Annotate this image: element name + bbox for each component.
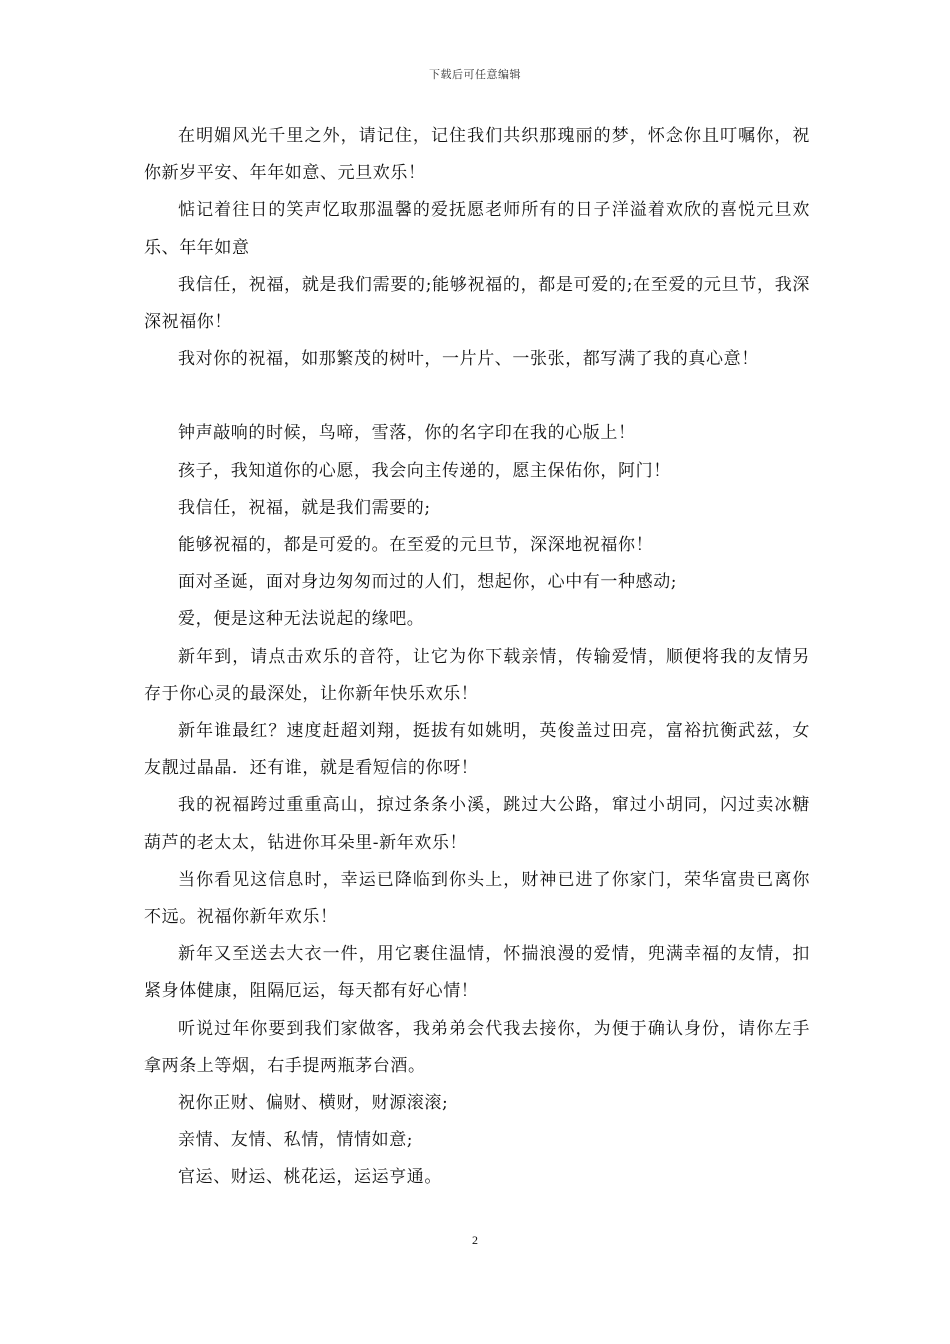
paragraph: 爱，便是这种无法说起的缘吧。 xyxy=(178,609,425,630)
paragraph: 我的祝福跨过重重高山，掠过条条小溪，跳过大公路，窜过小胡同，闪过卖冰糖葫芦的老太太，钻进你耳朵里-新年欢乐！ xyxy=(144,795,810,853)
paragraph: 祝你正财、偏财、横财，财源滚滚; xyxy=(178,1093,449,1114)
paragraph: 听说过年你要到我们家做客，我弟弟会代我去接你，为便于确认身份，请你左手拿两条上等烟，右手提两瓶茅台酒。 xyxy=(144,1018,810,1076)
paragraph-gap xyxy=(144,378,810,415)
paragraph: 孩子，我知道你的心愿，我会向主传递的，愿主保佑你，阿门！ xyxy=(178,460,671,481)
paragraph: 惦记着往日的笑声忆取那温馨的爱抚愿老师所有的日子洋溢着欢欣的喜悦元旦欢乐、年年如意 xyxy=(144,200,810,258)
paragraph: 面对圣诞，面对身边匆匆而过的人们，想起你，心中有一种感动; xyxy=(178,572,678,593)
paragraph: 我信任，祝福，就是我们需要的; xyxy=(178,497,431,518)
paragraph: 我对你的祝福，如那繁茂的树叶，一片片、一张张，都写满了我的真心意！ xyxy=(178,349,759,370)
paragraph: 新年又至送去大衣一件，用它裹住温情，怀揣浪漫的爱情，兜满幸福的友情，扣紧身体健康，阻隔厄运，每天都有好心情！ xyxy=(144,944,810,1002)
paragraph: 新年谁最红？速度赶超刘翔，挺拔有如姚明，英俊盖过田亮，富裕抗衡武兹，女友靓过晶晶．还有谁，就是看短信的你呀！ xyxy=(144,721,810,779)
paragraph: 新年到，请点击欢乐的音符，让它为你下载亲情，传输爱情，顺便将我的友情另存于你心灵的最深处，让你新年快乐欢乐！ xyxy=(144,646,810,704)
paragraph: 我信任，祝福，就是我们需要的;能够祝福的，都是可爱的;在至爱的元旦节，我深深祝福你！ xyxy=(144,274,810,333)
page-header: 下载后可任意编辑 xyxy=(429,68,521,81)
page-number: 2 xyxy=(472,1233,478,1247)
paragraph: 钟声敲响的时候，鸟啼，雪落，你的名字印在我的心版上！ xyxy=(178,423,636,444)
paragraph: 官运、财运、桃花运，运运亨通。 xyxy=(178,1167,442,1188)
document-body xyxy=(144,118,810,1197)
paragraph: 在明媚风光千里之外，请记住，记住我们共织那瑰丽的梦，怀念你且叮嘱你，祝你新岁平安、年年如意、元旦欢乐！ xyxy=(144,126,810,184)
paragraph: 亲情、友情、私情，情情如意; xyxy=(178,1130,414,1151)
paragraph: 能够祝福的，都是可爱的。在至爱的元旦节，深深地祝福你！ xyxy=(178,535,654,556)
paragraph: 当你看见这信息时，幸运已降临到你头上，财神已进了你家门，荣华富贵已离你不远。祝福你新年欢乐！ xyxy=(144,869,810,928)
